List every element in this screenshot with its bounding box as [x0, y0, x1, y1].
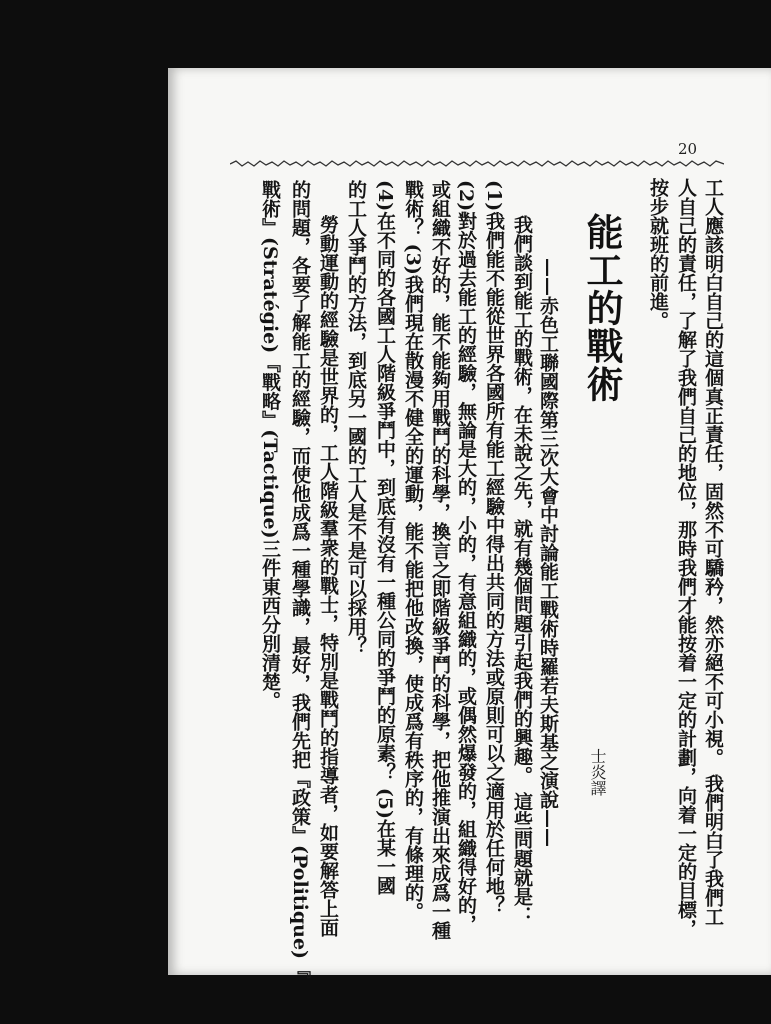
page-number: 20: [678, 140, 698, 158]
intro-column-2: 人自己的責任，了解了我們自己的地位，那時我們才能按着一定的計劃，向着一定的目標，: [675, 178, 697, 938]
body-column-1: 我們談到能工的戰術，在未說之先，就有幾個問題引起我們的興趣。 這些問題就是：: [511, 215, 533, 925]
article-title: 能工的戰術: [580, 213, 624, 403]
body-column-2: (1)我們能不能從世界各國所有能工經驗中得出共同的方法或原則可以之適用於任何地？: [483, 180, 505, 915]
body-column-6: (4)在不同的各國工人階級爭鬥中，到底有沒有一種公同的爭鬥的原素？ (5)在某一國: [374, 180, 396, 896]
intro-column-1: 工人應該明白自己的這個真正責任，固然不可驕矜，然亦絕不可小視。 我們明白了我們工: [702, 178, 724, 926]
body-column-10: 戰術』(Stratégie)『戰略』(Tactique)三件東西分別清楚。: [259, 180, 281, 710]
translator-credit: 士炎譯: [588, 748, 607, 796]
body-column-5: 戰術？ (3)我們現在散漫不健全的運動，能不能把他改換，使成爲有秩序的，有條理的。: [402, 180, 424, 921]
body-column-9: 的問題，各要了解能工的經驗，而使他成爲一種學識，最好，我們先把『政策』(Politique)『: [289, 180, 311, 979]
body-column-4: 或組織不好的，能不能夠用戰鬥的科學，換言之即階級爭鬥的科學，把他推演出來成爲一種: [429, 180, 451, 940]
article-subtitle: ——赤色工聯國際第三次大會中討論能工戰術時羅若夫斯基之演說——: [537, 258, 559, 847]
intro-column-3: 按步就班的前進。: [647, 178, 669, 330]
body-column-7: 的工人爭鬥的方法，到底另一國的工人是不是可以採用？: [345, 180, 367, 655]
body-column-3: (2)對於過去能工的經驗，無論是大的，小的，有意組織的，或偶然爆發的，組織得好的，: [455, 180, 477, 934]
header-wavy-rule: [230, 158, 724, 170]
body-column-8: 勞動運動的經驗是世界的，工人階級羣衆的戰士，特別是戰鬥的指導者，如要解答上面: [317, 215, 339, 937]
